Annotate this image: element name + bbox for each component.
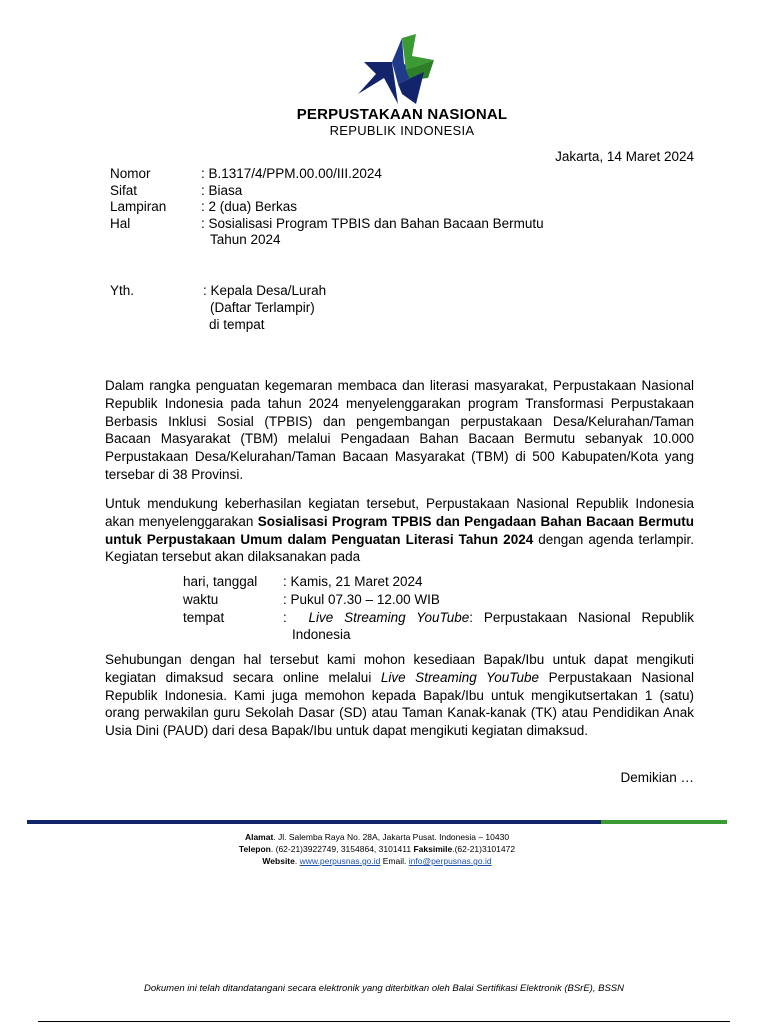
schedule-value: : Kamis, 21 Maret 2024 <box>283 574 423 589</box>
website-sep: . <box>294 856 300 866</box>
schedule-value: : Pukul 07.30 – 12.00 WIB <box>283 592 440 607</box>
meta-value: Tahun 2024 <box>210 232 281 247</box>
divider-green <box>601 820 727 824</box>
meta-value: : B.1317/4/PPM.00.00/III.2024 <box>201 166 382 181</box>
fax-label: Faksimile <box>413 844 453 854</box>
divider-blue <box>27 820 601 824</box>
schedule-label: waktu <box>183 592 219 607</box>
org-subtitle: REPUBLIK INDONESIA <box>329 123 475 138</box>
fax-text: .(62-21)3101472 <box>452 844 516 854</box>
esign-note: Dokumen ini telah ditandatangani secara elektronik yang diterbitkan oleh Balai Sertifikasi Elektronik (BSrE), BSSN <box>144 983 624 994</box>
address-label: Alamat <box>244 832 274 842</box>
body-paragraph-2 <box>105 495 694 566</box>
address-text: . Jl. Salemba Raya No. 28A, Jakarta Pusat. Indonesia – 10430 <box>273 832 510 842</box>
phone-label: Telepon <box>238 844 271 854</box>
footer-address <box>0 831 754 843</box>
recipient-line1: : Kepala Desa/Lurah <box>203 283 327 298</box>
closing-text: Demikian … <box>620 770 694 785</box>
meta-label: Sifat <box>110 182 138 198</box>
recipient-line3: di tempat <box>209 317 265 332</box>
schedule-label: tempat <box>183 610 225 625</box>
website-link[interactable]: www.perpusnas.go.id <box>299 856 381 866</box>
p3-streaming-text: Live Streaming YouTube <box>380 669 540 685</box>
recipient-label: Yth. <box>110 283 135 298</box>
schedule-date <box>183 573 694 591</box>
bottom-rule <box>38 1021 730 1022</box>
event-title: Sosialisasi Program TPBIS dan Pengadaan Bahan Bacaan Bermutu untuk Perpustakaan Umum dalam Penguatan Literasi Tahun 2024 <box>105 513 694 547</box>
body-paragraph-1: Dalam rangka penguatan kegemaran membaca dan literasi masyarakat, Perpustakaan Nasional Republik Indonesia pada tahun 2024 menyelenggarakan program Transformasi Perpustakaan Berbasis Inklusi Sosial (TPBIS) dan pengembangan perpustakaan Desa/Kelurahan/Taman Bacaan Masyarakat (TBM) melalui Pengadaan Bahan Bacaan Bermutu sebanyak 10.000 Perpustakaan Desa/Kelurahan/Taman Bacaan Masyarakat (TBM) di 500 Kabupaten/Kota yang tersebar di 38 Provinsi. <box>105 378 694 482</box>
schedule-value: Indonesia <box>292 627 351 642</box>
schedule-place <box>183 609 694 627</box>
footer-phone <box>0 843 754 855</box>
body-paragraph-3 <box>105 651 694 740</box>
meta-value: : Sosialisasi Program TPBIS dan Bahan Bacaan Bermutu <box>201 215 544 231</box>
streaming-text: Live Streaming YouTube <box>308 610 470 625</box>
email-label: Email. <box>380 856 409 866</box>
footer-web <box>0 855 754 867</box>
meta-label: Nomor <box>110 166 151 181</box>
p3-text-a: Sehubungan dengan hal tersebut kami mohon kesediaan Bapak/Ibu untuk dapat mengikuti kegiatan dimaksud secara online melalui <box>105 652 694 685</box>
meta-value: : 2 (dua) Berkas <box>201 199 298 214</box>
phone-text: . (62-21)3922749, 3154864, 3101411 <box>270 844 414 854</box>
p2-text-b: dengan agenda terlampir. Kegiatan tersebut akan dilaksanakan pada <box>105 531 694 565</box>
meta-value: : Biasa <box>201 182 243 198</box>
p3-text-b: Perpustakaan Nasional Republik Indonesia. Kami juga memohon kepada Bapak/Ibu untuk mengikutsertakan 1 (satu) orang perwakilan guru Sekolah Dasar (SD) atau Taman Kanak-kanak (TK) atau Pendidikan Anak Usia Dini (PAUD) dari desa Bapak/Ibu untuk dapat mengikuti kegiatan dimaksud. <box>105 669 694 739</box>
schedule-time <box>183 591 694 609</box>
star-logo-icon <box>358 34 440 106</box>
schedule-value: : Live Streaming YouTube: Perpustakaan Nasional Republik <box>283 610 694 625</box>
website-label: Website <box>262 856 295 866</box>
recipient-line2: (Daftar Terlampir) <box>210 300 315 315</box>
email-link[interactable]: info@perpusnas.go.id <box>408 856 492 866</box>
schedule-place-rest: : Perpustakaan Nasional Republik <box>469 610 694 625</box>
footer-divider <box>27 820 727 824</box>
meta-label: Hal <box>110 215 131 231</box>
schedule-place-cont <box>183 626 694 644</box>
p2-text-a: Untuk mendukung keberhasilan kegiatan tersebut, Perpustakaan Nasional Republik Indonesia akan menyelenggarakan <box>105 496 694 529</box>
letter-date: Jakarta, 14 Maret 2024 <box>555 149 694 164</box>
meta-label: Lampiran <box>110 199 167 214</box>
schedule-label: hari, tanggal <box>183 574 258 589</box>
org-name: PERPUSTAKAAN NASIONAL <box>296 106 508 123</box>
